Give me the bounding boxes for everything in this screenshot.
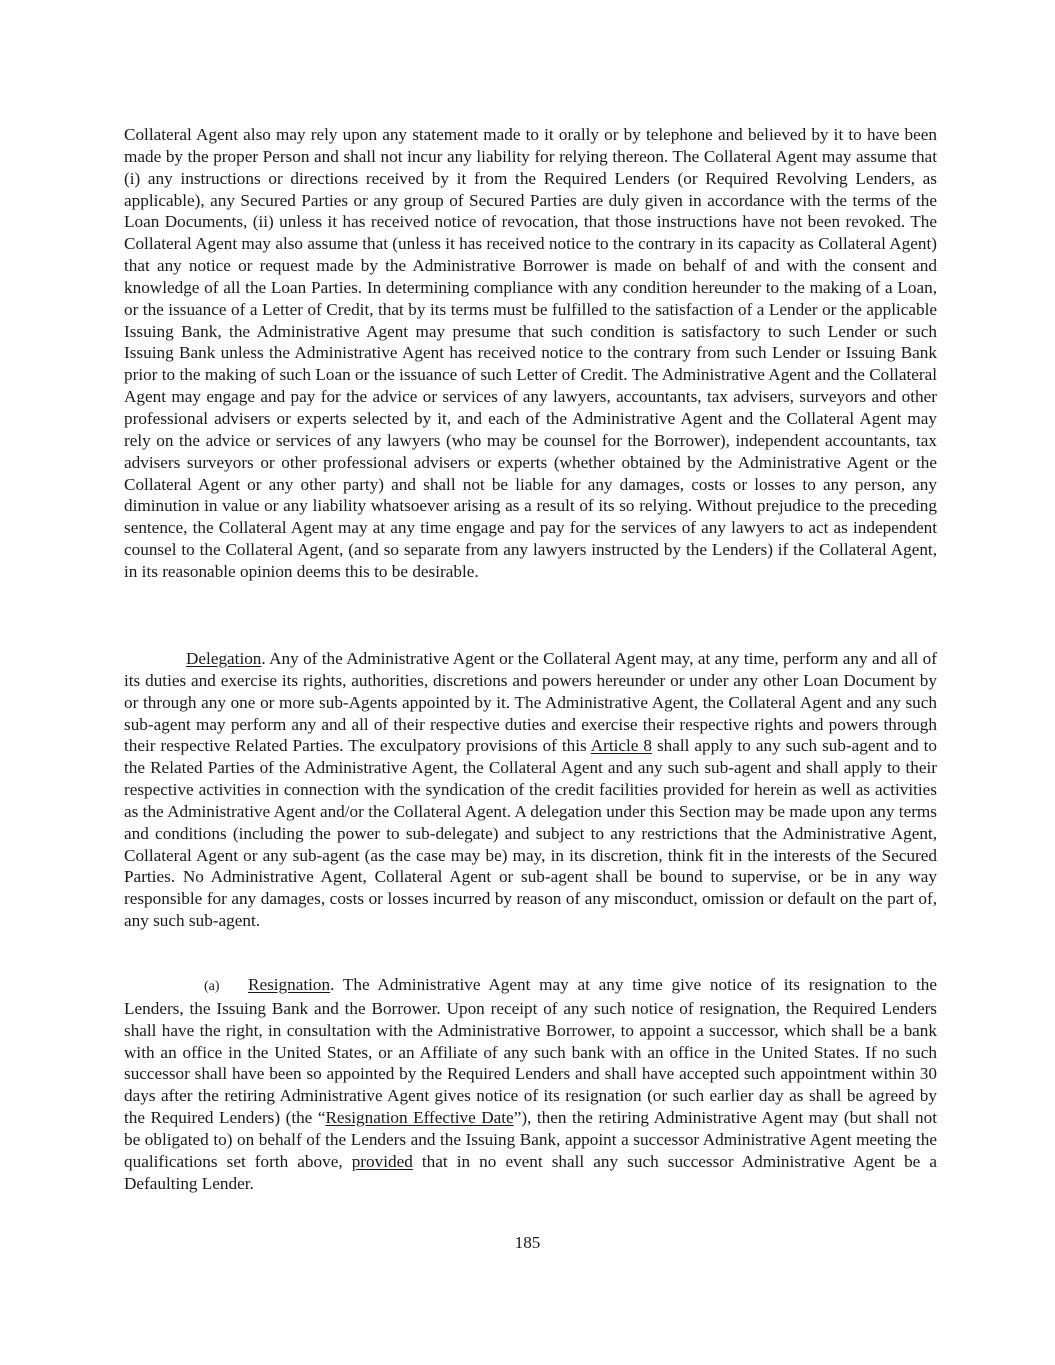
section-heading-resignation: Resignation xyxy=(248,975,331,994)
defined-term-resignation-effective-date: Resignation Effective Date xyxy=(325,1108,514,1128)
cross-reference-article-8: Article 8 xyxy=(590,736,652,756)
proviso-term: provided xyxy=(351,1151,413,1171)
paragraph-reliance xyxy=(124,124,937,583)
paragraph-text: that in no event shall any such successor Administrative Agent be a Defaulting Lender. xyxy=(124,1151,937,1193)
paragraph-text: ”), then the retiring Administrative Agent may (but shall not be obligated to) on behalf of the Lenders and the Issuing Bank, appoint a successor Administrative Agent meeting the qualifications set forth above, xyxy=(124,1108,937,1171)
paragraph-resignation xyxy=(124,974,937,1194)
paragraph-delegation xyxy=(124,648,937,932)
page-number: 185 xyxy=(514,1233,541,1252)
paragraph-text: . The Administrative Agent may at any time give notice of its resignation to the Lenders, the Issuing Bank and the Borrower. Upon receipt of any such notice of resignation, the Required Lenders shall have the right, in consultation with the Administrative Borrower, to appoint a successor, which shall be a bank with an office in the United States, or an Affiliate of any such bank with an office in the United States. If no such successor shall have been so appointed by the Required Lenders and shall have accepted such appointment within 30 days after the retiring Administrative Agent gives notice of its resignation (or such earlier day as shall be agreed by the Required Lenders) (the “ xyxy=(124,975,937,1128)
paragraph-text: Collateral Agent also may rely upon any statement made to it orally or by telephone and believed by it to have been made by the proper Person and shall not incur any liability for relying thereon. The Collateral Agent may assume that (i) any instructions or directions received by it from the Required Lenders (or Required Revolving Lenders, as applicable), any Secured Parties or any group of Secured Parties are duly given in accordance with the terms of the Loan Documents, (ii) unless it has received notice of revocation, that those instructions have not been revoked. The Collateral Agent may also assume that (unless it has received notice to the contrary in its capacity as Collateral Agent) that any notice or request made by the Administrative Borrower is made on behalf of and with the consent and knowledge of all the Loan Parties. In determining compliance with any condition hereunder to the making of a Loan, or the issuance of a Letter of Credit, that by its terms must be fulfilled to the satisfaction of a Lender or the applicable Issuing Bank, the Administrative Agent may presume that such condition is satisfactory to such Lender or such Issuing Bank unless the Administrative Agent has received notice to the contrary from such Lender or Issuing Bank prior to the making of such Loan or the issuance of such Letter of Credit. The Administrative Agent and the Collateral Agent may engage and pay for the advice or services of any lawyers, accountants, tax advisers, surveyors and other professional advisers or experts selected by it, and each of the Administrative Agent and the Collateral Agent may rely on the advice or services of any lawyers (who may be counsel for the Borrower), independent accountants, tax advisers surveyors or other professional advisers or experts (whether obtained by the Administrative Agent or the Collateral Agent or any other party) and shall not be liable for any damages, costs or losses to any person, any diminution in value or any liability whatsoever arising as a result of its so relying. Without prejudice to the preceding sentence, the Collateral Agent may at any time engage and pay for the services of any lawyers to act as independent counsel to the Collateral Agent, (and so separate from any lawyers instructed by the Lenders) if the Collateral Agent, in its reasonable opinion deems this to be desirable. xyxy=(124,125,937,581)
paragraph-text: . Any of the Administrative Agent or the Collateral Agent may, at any time, perform any and all of its duties and exercise its rights, authorities, discretions and powers hereunder or under any other Loan Document by or through any one or more sub-Agents appointed by it. The Administrative Agent, the Collateral Agent and any such sub-agent may perform any and all of their respective duties and exercise their respective rights and powers through their respective Related Parties. The exculpatory provisions of this xyxy=(124,649,937,756)
clause-marker: (a) xyxy=(204,979,220,994)
paragraph-text: shall apply to any such sub-agent and to the Related Parties of the Administrative Agent, the Collateral Agent and any such sub-agent and shall apply to their respective activities in connection with the syndication of the credit facilities provided for herein as well as activities as the Administrative Agent and/or the Collateral Agent. A delegation under this Section may be made upon any terms and conditions (including the power to sub-delegate) and subject to any restrictions that the Administrative Agent, Collateral Agent or any sub-agent (as the case may be) may, in its discretion, think fit in the interests of the Secured Parties. No Administrative Agent, Collateral Agent or sub-agent shall be bound to supervise, or be in any way responsible for any damages, costs or losses incurred by reason of any misconduct, omission or default on the part of, any such sub-agent. xyxy=(124,736,938,931)
section-heading-delegation: Delegation xyxy=(186,649,262,668)
